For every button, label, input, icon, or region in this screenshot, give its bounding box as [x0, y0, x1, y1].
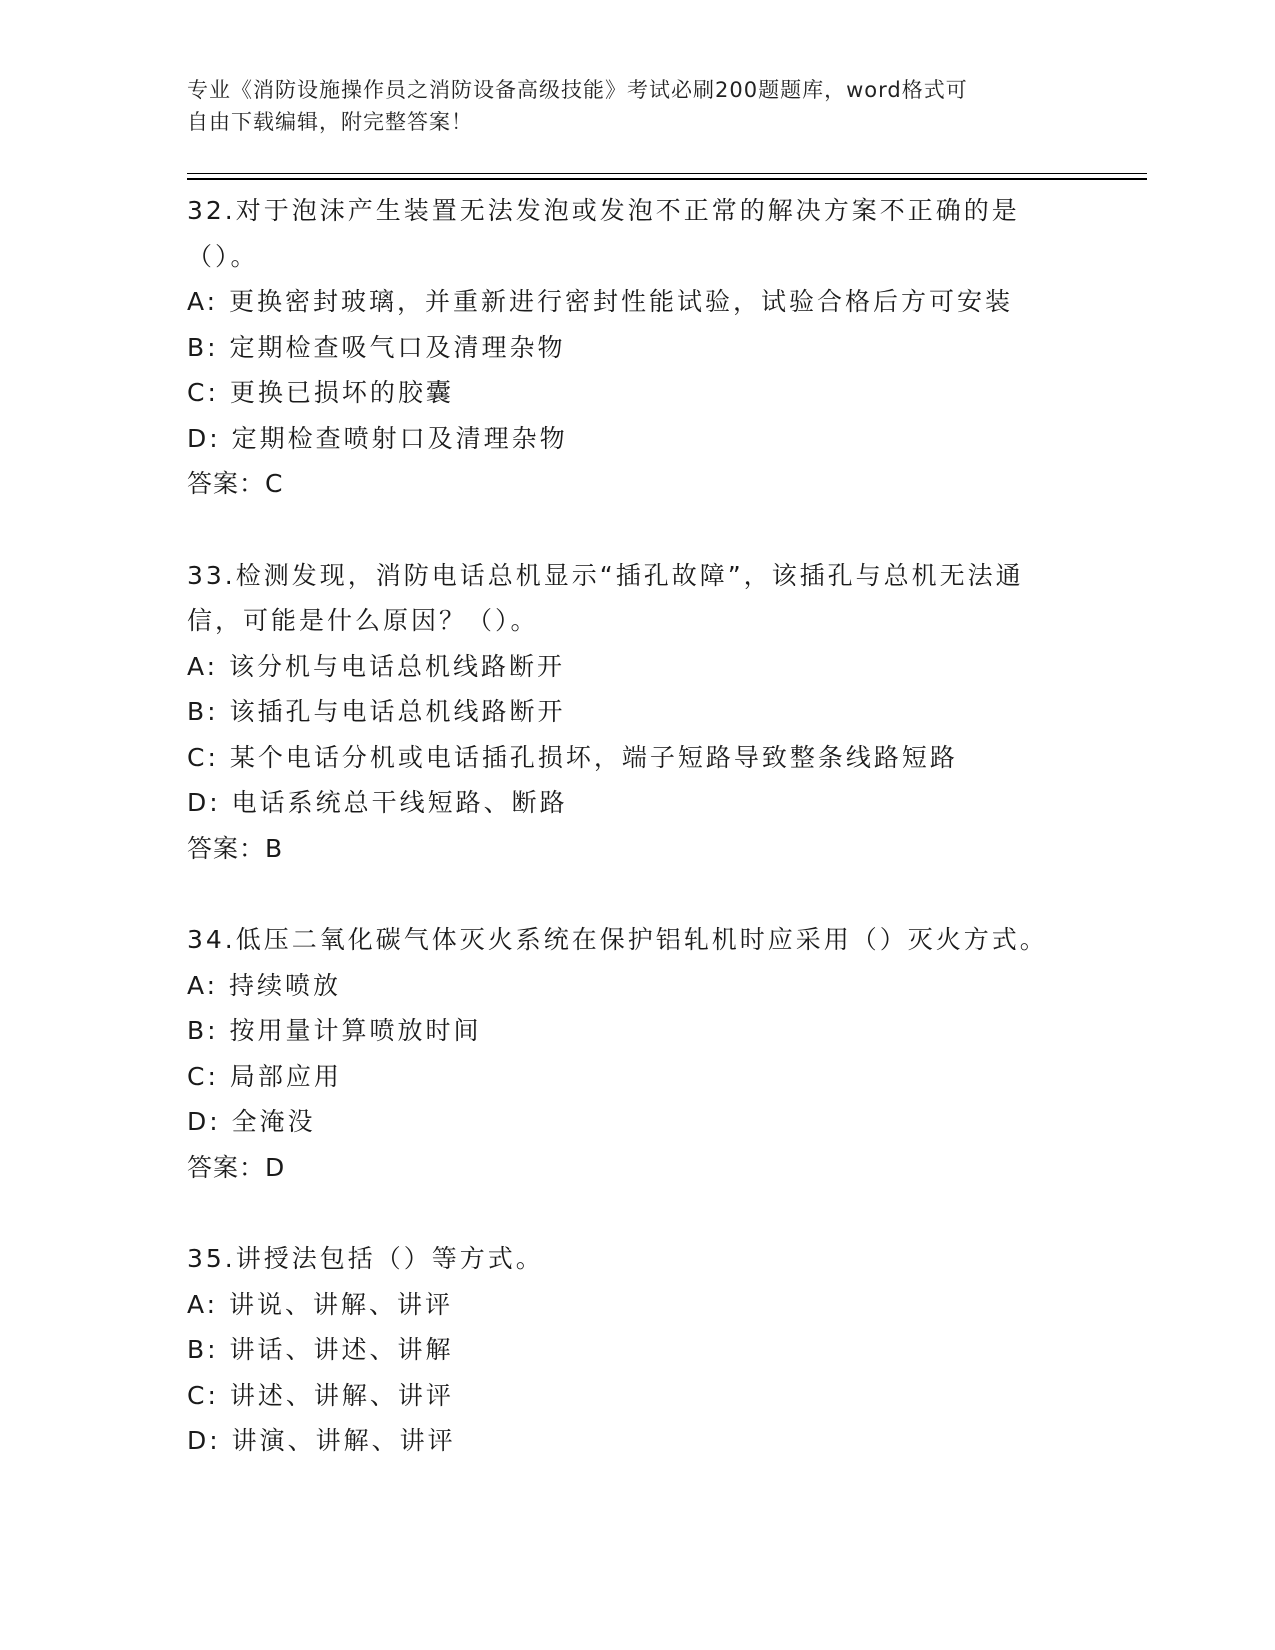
option-c: C: 更换已损坏的胶囊 — [187, 378, 454, 407]
answer-label: 答案：D — [187, 1152, 286, 1182]
question-stem: 35.讲授法包括（）等方式。 — [187, 1244, 544, 1273]
header-line-1: 专业《消防设施操作员之消防设备高级技能》考试必刷200题题库，word格式可 — [187, 78, 968, 102]
question-list — [187, 188, 1087, 1510]
header-divider-thin — [187, 173, 1147, 174]
question-stem: 33.检测发现，消防电话总机显示“插孔故障”，该插孔与总机无法通信，可能是什么原因？（）。 — [187, 560, 1024, 635]
answer-label: 答案：C — [187, 469, 284, 498]
option-a: A: 该分机与电话总机线路断开 — [187, 651, 566, 681]
header-divider-thick — [187, 178, 1147, 180]
header-line-2: 自由下载编辑，附完整答案！ — [187, 110, 473, 134]
option-a: A: 持续喷放 — [187, 970, 342, 1000]
option-b: B: 按用量计算喷放时间 — [187, 1016, 482, 1045]
option-b: B: 讲话、讲述、讲解 — [187, 1335, 454, 1364]
question-32 — [187, 188, 1087, 507]
option-a: A: 讲说、讲解、讲评 — [187, 1289, 454, 1319]
option-c: C: 某个电话分机或电话插孔损坏，端子短路导致整条线路短路 — [187, 742, 958, 772]
option-c: C: 局部应用 — [187, 1061, 342, 1091]
question-34 — [187, 917, 1087, 1190]
option-b: B: 定期检查吸气口及清理杂物 — [187, 332, 566, 362]
question-33 — [187, 553, 1087, 872]
question-stem: 32.对于泡沫产生装置无法发泡或发泡不正常的解决方案不正确的是（）。 — [187, 196, 1020, 271]
option-c: C: 讲述、讲解、讲评 — [187, 1380, 454, 1410]
question-stem: 34.低压二氧化碳气体灭火系统在保护铝轧机时应采用（）灭火方式。 — [187, 925, 1048, 954]
option-b: B: 该插孔与电话总机线路断开 — [187, 697, 566, 726]
option-a: A: 更换密封玻璃，并重新进行密封性能试验，试验合格后方可安装 — [187, 287, 1014, 316]
question-35 — [187, 1236, 1087, 1464]
option-d: D: 定期检查喷射口及清理杂物 — [187, 423, 568, 453]
document-header — [187, 74, 1067, 138]
option-d: D: 全淹没 — [187, 1107, 316, 1136]
answer-label: 答案：B — [187, 833, 284, 863]
option-d: D: 电话系统总干线短路、断路 — [187, 788, 568, 817]
option-d: D: 讲演、讲解、讲评 — [187, 1426, 456, 1455]
